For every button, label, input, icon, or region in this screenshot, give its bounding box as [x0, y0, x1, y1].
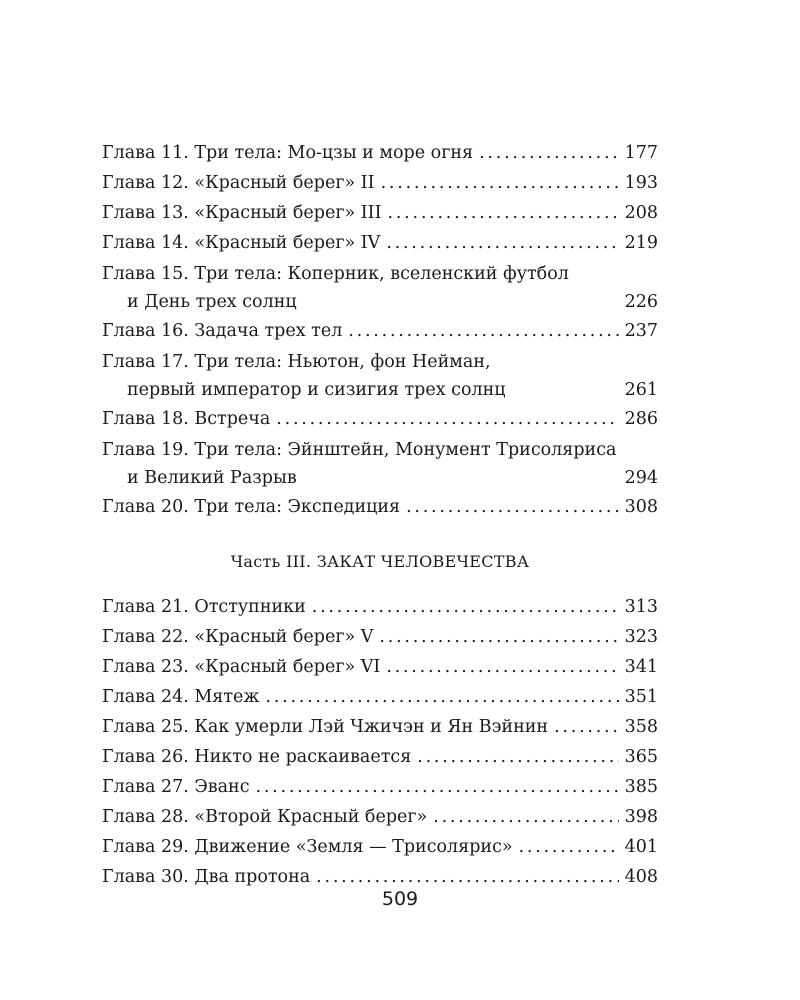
page-number: 509 — [381, 888, 419, 910]
toc-entry-page: 294 — [624, 468, 658, 488]
toc-entry-ch28[interactable] — [102, 802, 658, 832]
toc-entry-ch17[interactable] — [102, 348, 658, 404]
toc-entry-page: 408 — [624, 867, 658, 887]
toc-entry-label: Глава 25. Как умерли Лэй Чжичэн и Ян Вэйнин — [102, 717, 549, 737]
toc-entry-label: Глава 29. Движение «Земля — Трисолярис» — [102, 837, 513, 857]
toc-entry-label: Глава 26. Никто не раскаивается — [102, 747, 412, 767]
leader-dots — [312, 592, 619, 622]
toc-entry-page: 226 — [624, 292, 658, 312]
toc-entry-ch25[interactable] — [102, 712, 658, 742]
leader-dots — [388, 198, 619, 228]
toc-entry-label-line2: первый император и сизигия трех солнц — [127, 380, 506, 400]
toc-entry-page: 358 — [624, 717, 658, 737]
toc-entry-label: Глава 20. Три тела: Экспедиция — [102, 497, 401, 517]
toc-entry-ch22[interactable] — [102, 622, 658, 652]
toc-entry-label-line1: Глава 17. Три тела: Ньютон, фон Нейман, — [102, 352, 491, 372]
toc-entry-label: Глава 30. Два протона — [102, 867, 311, 887]
leader-dots — [386, 652, 618, 682]
toc-entry-ch19[interactable] — [102, 436, 658, 492]
toc-entry-page: 286 — [624, 409, 658, 429]
toc-entry-label: Глава 11. Три тела: Мо-цзы и море огня — [102, 143, 474, 163]
toc-entry-ch15[interactable] — [102, 260, 658, 316]
toc-entry-page: 308 — [624, 497, 658, 517]
leader-dots — [386, 228, 618, 258]
leader-dots — [379, 622, 618, 652]
leader-dots — [256, 772, 619, 802]
toc-entry-label: Глава 13. «Красный берег» III — [102, 203, 382, 223]
toc-entry-ch24[interactable] — [102, 682, 658, 712]
toc-entry-page: 401 — [624, 837, 658, 857]
toc-entry-label-line1: Глава 19. Три тела: Эйнштейн, Монумент Трисоляриса — [102, 440, 617, 460]
toc-entry-ch29[interactable] — [102, 832, 658, 862]
toc-entry-ch23[interactable] — [102, 652, 658, 682]
toc-entry-label: Глава 16. Задача трех тел — [102, 321, 343, 341]
toc-entry-page: 341 — [624, 657, 658, 677]
toc-entry-page: 177 — [624, 143, 658, 163]
toc-entry-label: Глава 28. «Второй Красный берег» — [102, 807, 428, 827]
toc-entry-page: 365 — [624, 747, 658, 767]
table-of-contents — [102, 138, 658, 892]
toc-entry-label: Глава 21. Отступники — [102, 597, 306, 617]
toc-entry-ch27[interactable] — [102, 772, 658, 802]
toc-entry-ch16[interactable] — [102, 316, 658, 346]
leader-dots — [381, 168, 619, 198]
toc-entry-ch11[interactable] — [102, 138, 658, 168]
toc-entry-label: Глава 18. Встреча — [102, 409, 271, 429]
toc-entry-ch21[interactable] — [102, 592, 658, 622]
toc-entry-label: Глава 27. Эванс — [102, 777, 250, 797]
toc-entry-label-line2: и Великий Разрыв — [127, 468, 297, 488]
toc-entry-ch13[interactable] — [102, 198, 658, 228]
toc-entry-page: 261 — [624, 380, 658, 400]
toc-entry-ch20[interactable] — [102, 492, 658, 522]
toc-entry-page: 323 — [624, 627, 658, 647]
toc-entry-page: 208 — [624, 203, 658, 223]
toc-entry-page: 313 — [624, 597, 658, 617]
toc-entry-page: 351 — [624, 687, 658, 707]
leader-dots — [479, 138, 619, 168]
toc-entry-label: Глава 24. Мятеж — [102, 687, 260, 707]
toc-entry-label: Глава 22. «Красный берег» V — [102, 627, 374, 647]
leader-dots — [406, 492, 619, 522]
toc-entry-page: 237 — [624, 321, 658, 341]
leader-dots — [265, 682, 618, 712]
toc-entry-page: 398 — [624, 807, 658, 827]
leader-dots — [433, 802, 618, 832]
leader-dots — [554, 712, 619, 742]
toc-entry-ch14[interactable] — [102, 228, 658, 258]
toc-entry-ch18[interactable] — [102, 404, 658, 434]
toc-entry-page: 385 — [624, 777, 658, 797]
toc-entry-label-line1: Глава 15. Три тела: Коперник, вселенский футбол — [102, 264, 569, 284]
leader-dots — [417, 742, 618, 772]
part-heading: Часть III. ЗАКАТ ЧЕЛОВЕЧЕСТВА — [230, 552, 530, 571]
toc-entry-ch26[interactable] — [102, 742, 658, 772]
toc-entry-page: 219 — [624, 233, 658, 253]
leader-dots — [276, 404, 618, 434]
toc-entry-page: 193 — [624, 173, 658, 193]
toc-entry-label: Глава 12. «Красный берег» II — [102, 173, 375, 193]
leader-dots — [348, 316, 618, 346]
toc-entry-ch12[interactable] — [102, 168, 658, 198]
toc-entry-label: Глава 23. «Красный берег» VI — [102, 657, 381, 677]
toc-entry-label: Глава 14. «Красный берег» IV — [102, 233, 381, 253]
toc-entry-label-line2: и День трех солнц — [127, 292, 297, 312]
leader-dots — [519, 832, 619, 862]
